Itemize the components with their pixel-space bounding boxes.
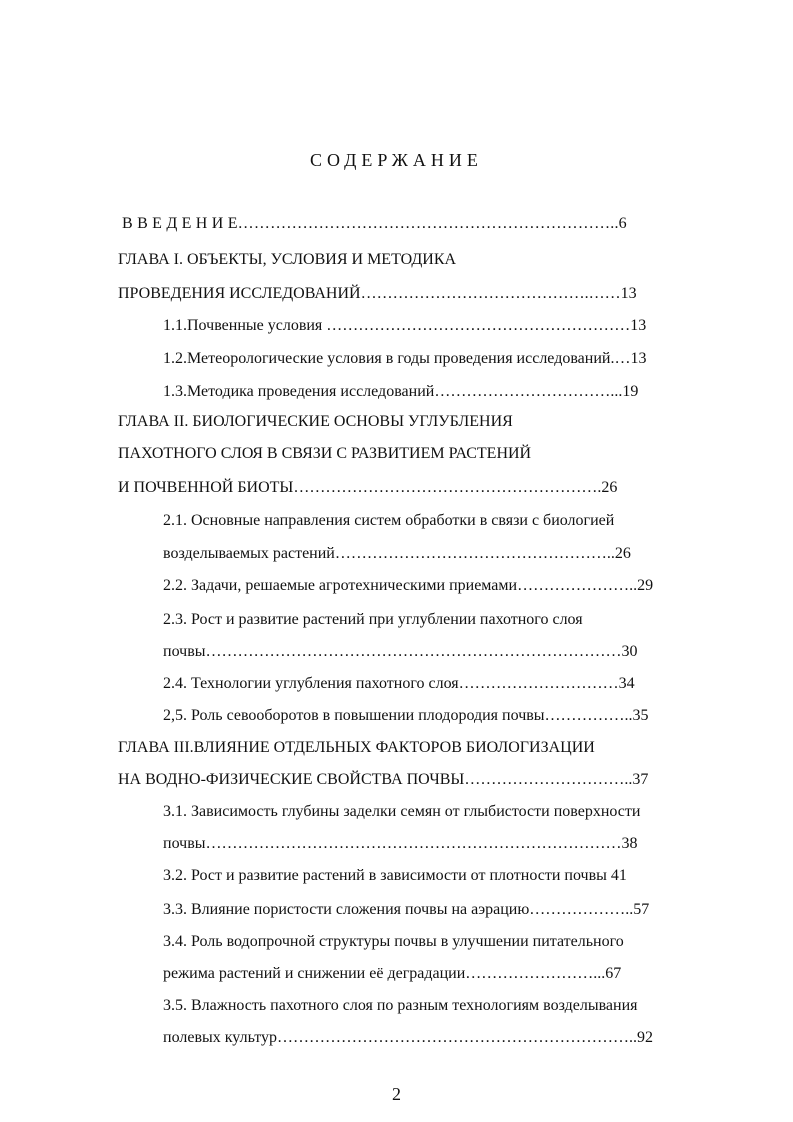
toc-section-3-1: 3.1. Зависимость глубины заделки семян от глыбистости поверхности (163, 803, 641, 820)
toc-chapter-2-heading: ГЛАВА II. БИОЛОГИЧЕСКИЕ ОСНОВЫ УГЛУБЛЕНИЯ (118, 413, 513, 430)
toc-section-2-2: 2.2. Задачи, решаемые агротехническими приемами…………………..29 (163, 577, 654, 594)
page-number: 2 (392, 1084, 401, 1104)
toc-section-2-3: 2.3. Рост и развитие растений при углублении пахотного слоя (163, 611, 583, 628)
toc-section-2-1: 2.1. Основные направления систем обработки в связи с биологией (163, 512, 615, 529)
toc-chapter-3-heading: ГЛАВА III.ВЛИЯНИЕ ОТДЕЛЬНЫХ ФАКТОРОВ БИОЛОГИЗАЦИИ (118, 739, 595, 756)
toc-section-3-3: 3.3. Влияние пористости сложения почвы на аэрацию………………..57 (163, 901, 650, 918)
toc-section-1-1: 1.1.Почвенные условия …………………………………………………13 (163, 317, 647, 334)
toc-section-2-5: 2,5. Роль севооборотов в повышении плодородия почвы……………..35 (163, 707, 649, 724)
toc-section-3-4: 3.4. Роль водопрочной структуры почвы в улучшении питательного (163, 933, 624, 950)
toc-section-3-5: 3.5. Влажность пахотного слоя по разным технологиям возделывания (163, 997, 638, 1014)
toc-chapter-3-title-cont: НА ВОДНО-ФИЗИЧЕСКИЕ СВОЙСТВА ПОЧВЫ…………………………..37 (118, 771, 649, 788)
toc-chapter-2-title-cont-2: И ПОЧВЕННОЙ БИОТЫ………………………………………………….26 (118, 479, 618, 496)
toc-section-3-1-cont: почвы……………………………………………………………………38 (163, 835, 638, 852)
toc-section-2-3-cont: почвы……………………………………………………………………30 (163, 643, 638, 660)
toc-section-3-4-cont: режима растений и снижении её деградации……………………...67 (163, 965, 622, 982)
toc-section-1-2: 1.2.Метеорологические условия в годы проведения исследований.…13 (163, 350, 647, 367)
toc-section-2-4: 2.4. Технологии углубления пахотного слоя…………………………34 (163, 675, 635, 692)
toc-chapter-2-title-cont-1: ПАХОТНОГО СЛОЯ В СВЯЗИ С РАЗВИТИЕМ РАСТЕНИЙ (118, 445, 532, 462)
toc-section-3-5-cont: полевых культур…………………………………………………………..92 (163, 1029, 654, 1046)
toc-chapter-1-heading: ГЛАВА I. ОБЪЕКТЫ, УСЛОВИЯ И МЕТОДИКА (118, 251, 457, 268)
toc-section-1-3: 1.3.Методика проведения исследований……………………………...19 (163, 383, 639, 400)
toc-chapter-1-title-cont: ПРОВЕДЕНИЯ ИССЛЕДОВАНИЙ…………………………………….……13 (118, 285, 637, 302)
toc-section-2-1-cont: возделываемых растений……………………………………………..26 (163, 545, 631, 562)
page-title: СОДЕРЖАНИЕ (310, 150, 483, 170)
toc-intro: В В Е Д Е Н И Е……………………………………………………………..6 (122, 215, 627, 232)
toc-section-3-2: 3.2. Рост и развитие растений в зависимости от плотности почвы 41 (163, 867, 627, 884)
